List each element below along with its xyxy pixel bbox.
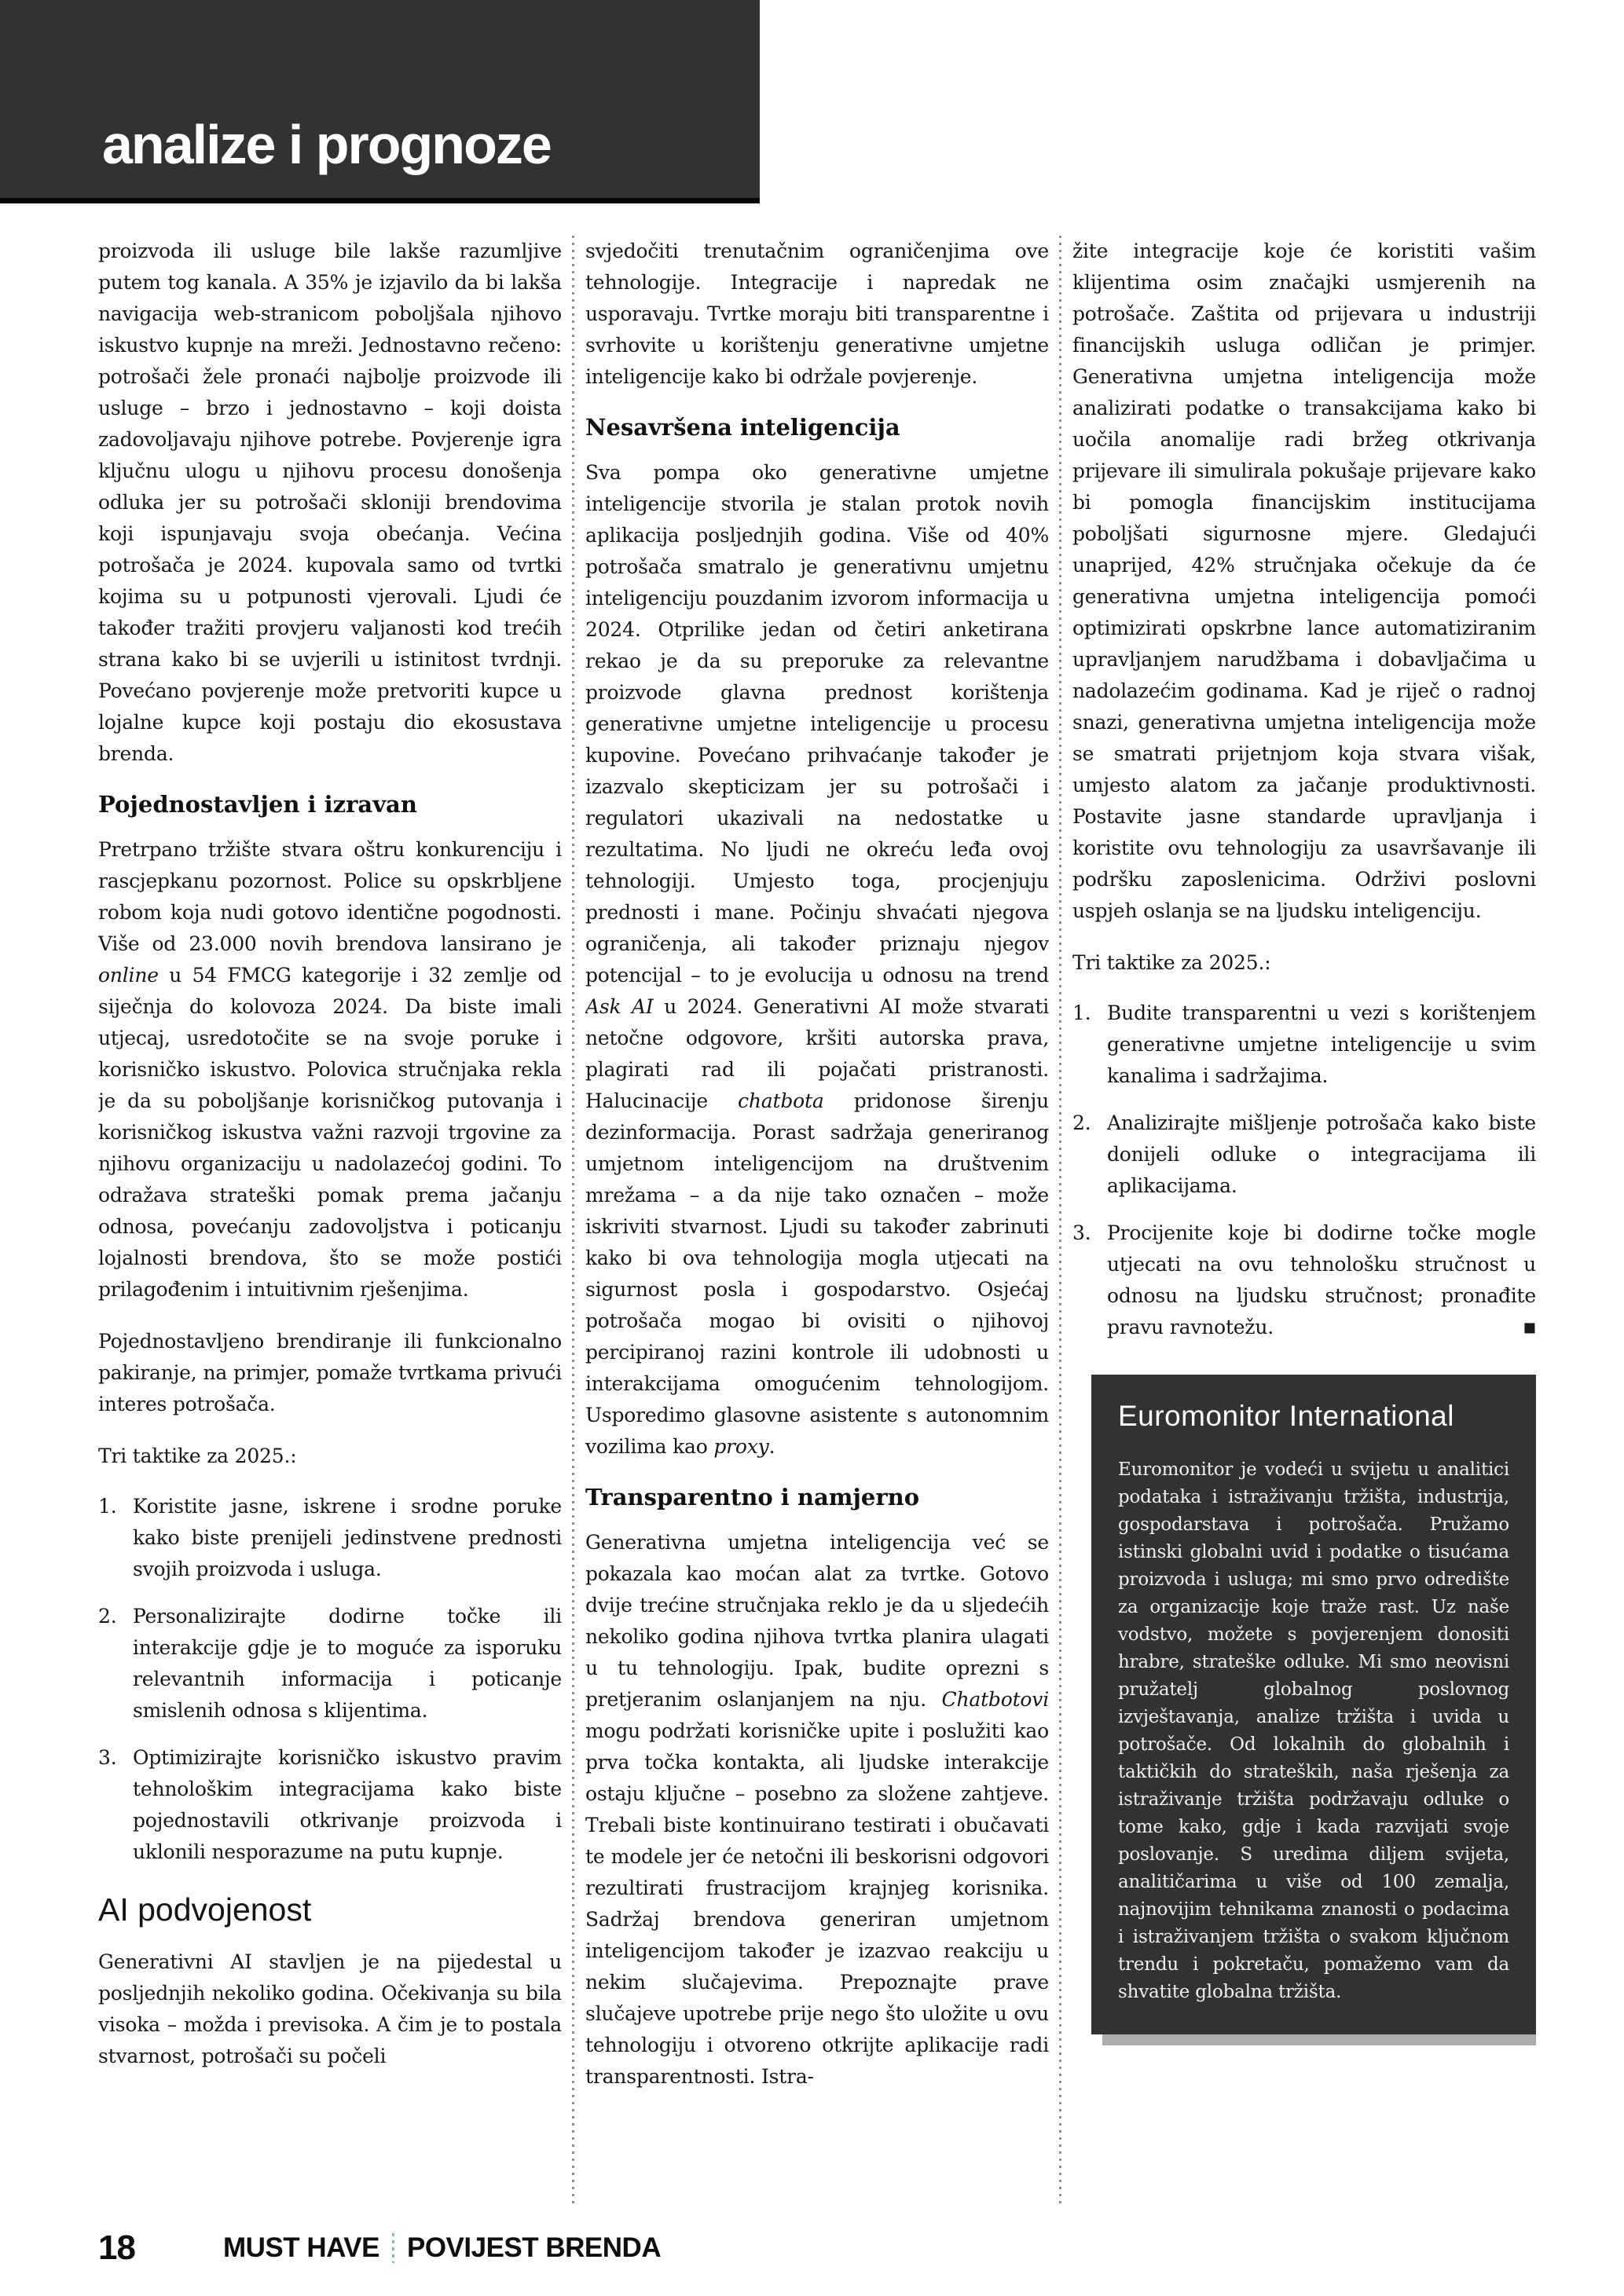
paragraph: svjedočiti trenutačnim ograničenjima ove tehnologije. Integracije i napredak ne usporavaju. Tvrtke moraju biti transparentne i svrhovite u korištenju generativne umjetne inteligencije kako bi održale povjerenje.	[585, 240, 1049, 388]
section-heading-ai-duality: AI podvojenost	[98, 1891, 312, 1928]
column-2	[585, 236, 1049, 2206]
column-3	[1072, 236, 1536, 2206]
article-columns	[98, 236, 1536, 2206]
tactics-list	[98, 1491, 562, 1868]
euromonitor-box	[1091, 1375, 1536, 2034]
paragraph: žite integracije koje će koristiti vašim klijentima osim značajki usmjerenih na potrošače. Zaštita od prijevara u industriji financijskih usluga odličan je primjer. Generativna umjetna inteligencija može analizirati podatke o transakcijama kako bi uočila anomalije radi bržeg otkrivanja prijevare ili simulirala pokušaje prijevare kako bi pomogla financijskim institucijama poboljšati sigurnosne mjere. Gledajući unaprijed, 42% stručnjaka očekuje da će generativna umjetna inteligencija pomoći optimizirati opskrbne lance automatiziranim upravljanjem narudžbama i dobavljačima u nadolazećim godinama. Kad je riječ o radnoj snazi, generativna umjetna inteligencija može se smatrati prijetnjom koja stvara višak, umjesto alatom za jačanje produktivnosti. Postavite jasne standarde upravljanja i koristite ovu tehnologiju za usavršavanje ili podršku zaposlenicima. Održivi poslovni uspjeh oslanja se na ljudsku inteligenciju.	[1072, 240, 1536, 922]
column-divider	[1059, 236, 1061, 2206]
text-segment: Pretrpano tržište stvara oštru konkurenciju i rascjepkanu pozornost. Police su opskrbljene robom koja nudi gotovo identične pogodnosti. Više od 23.000 novih brendova lansirano je	[98, 838, 562, 955]
list-item	[1072, 1218, 1536, 1343]
list-number: 2.	[98, 1605, 117, 1628]
paragraph	[98, 834, 562, 1305]
subheading-imperfect-intelligence: Nesavršena inteligencija	[585, 414, 900, 441]
list-item	[1072, 1108, 1536, 1202]
italic-term: chatbota	[738, 1089, 824, 1112]
subheading-simplified-direct: Pojednostavljen i izravan	[98, 791, 417, 818]
list-text: Budite transparentni u vezi s korištenjem generativne umjetne inteligencije u svim kanalima i sadržajima.	[1107, 1002, 1536, 1087]
list-number: 1.	[1072, 1002, 1091, 1024]
column-divider	[572, 236, 574, 2206]
list-item	[98, 1491, 562, 1585]
paragraph	[585, 457, 1049, 1463]
tactics-list	[1072, 998, 1536, 1343]
footer-divider	[392, 2233, 394, 2263]
paragraph: proizvoda ili usluge bile lakše razumljive putem tog kanala. A 35% je izjavilo da bi lakša navigacija web-stranicom poboljšala njihovo iskustvo kupnje na mreži. Jednostavno rečeno: potrošači žele pronaći najbolje proizvode ili usluge – brzo i jednostavno – koji doista zadovoljavaju njihove potrebe. Povjerenje igra ključnu ulogu u njihovu procesu donošenja odluka jer su potrošači skloniji brendovima koji ispunjavaju svoja obećanja. Većina potrošača je 2024. kupovala samo od tvrtki kojima su u potpunosti vjerovali. Ljudi će također tražiti provjeru valjanosti kod trećih strana kako bi se uvjerili u istinitost tvrdnji. Povećano povjerenje može pretvoriti kupce u lojalne kupce koji postaju dio ekosustava brenda.	[98, 240, 562, 765]
italic-term: online	[98, 964, 159, 987]
section-banner	[0, 0, 760, 203]
paragraph: Pojednostavljeno brendiranje ili funkcionalno pakiranje, na primjer, pomaže tvrtkama privući interes potrošača.	[98, 1330, 562, 1415]
magazine-name: MUST HAVE	[222, 2232, 379, 2263]
list-text: Optimizirajte korisničko iskustvo pravim tehnološkim integracijama kako biste pojednostavili otkrivanje proizvoda i uklonili nesporazume na putu kupnje.	[133, 1746, 562, 1863]
page-title: analize i prognoze	[102, 114, 551, 175]
text-segment: .	[768, 1435, 775, 1458]
paragraph: Generativni AI stavljen je na pijedestal u posljednjih nekoliko godina. Očekivanja su bila visoka – možda i previsoka. A čim je to postala stvarnost, potrošači su počeli	[98, 1950, 562, 2067]
text-segment: Procijenite koje bi dodirne točke mogle utjecati na ovu tehnološku stručnost u odnosu na ljudsku stručnost; pronađite pravu ravnotežu.	[1107, 1221, 1536, 1338]
list-lead: Tri taktike za 2025.:	[98, 1445, 297, 1467]
text-segment: u 54 FMCG kategorije i 32 zemlje od siječnja do kolovoza 2024. Da biste imali utjecaj, usredotočite se na svoje poruke i korisničko iskustvo. Polovica stručnjaka rekla je da su poboljšanje korisničkog putovanja i korisničkog iskustva važni razvoji trgovine za njihovu organizaciju u nadolazećoj godini. To odražava strateški pomak prema jačanju odnosa, povećanju zadovoljstva i poticanju lojalnosti brendova, što se može postići prilagođenim i intuitivnim rješenjima.	[98, 964, 562, 1301]
list-text: Analizirajte mišljenje potrošača kako biste donijeli odluke o integracijama ili aplikacijama.	[1107, 1111, 1536, 1197]
text-segment: u 2024. Generativni AI može stvarati netočne odgovore, kršiti autorska prava, plagirati rad ili pojačati pristranosti. Halucinacije	[585, 995, 1049, 1112]
page-footer	[98, 2228, 661, 2269]
list-lead: Tri taktike za 2025.:	[1072, 951, 1271, 974]
paragraph	[585, 1527, 1049, 2093]
list-number: 2.	[1072, 1111, 1091, 1134]
italic-term: Ask AI	[585, 995, 654, 1018]
text-segment: Sva pompa oko generativne umjetne inteligencije stvorila je stalan protok novih aplikacija posljednjih godina. Više od 40% potrošača smatralo je generativnu umjetnu inteligenciju pouzdanim izvorom informacija u 2024. Otprilike jedan od četiri anketirana rekao je da su preporuke za relevantne proizvode glavna prednost korištenja generativne umjetne inteligencije u procesu kupovine. Povećano prihvaćanje također je izazvalo skepticizam jer su potrošači i regulatori ukazivali na nedostatke u rezultatima. No ljudi ne okreću leđa ovoj tehnologiji. Umjesto toga, procjenjuju prednosti i mane. Počinju shvaćati njegova ograničenja, ali također priznaju njegov potencijal – to je evolucija u odnosu na trend	[585, 461, 1049, 987]
text-segment: pridonose širenju dezinformacija. Porast sadržaja generiranog umjetnom inteligencijom na društvenim mrežama – a da nije tako označen – može iskriviti stvarnost. Ljudi su također zabrinuti kako bi ova tehnologija mogla utjecati na sigurnost posla i gospodarstvo. Osjećaj potrošača mogao bi ovisiti o njihovoj percipiranoj razini kontrole ili udobnosti u interakcijama omogućenim tehnologijom. Usporedimo glasovne asistente s autonomnim vozilima kao	[585, 1089, 1049, 1458]
list-text: Personalizirajte dodirne točke ili interakcije gdje je to moguće za isporuku relevantnih informacija i poticanje smislenih odnosa s klijentima.	[133, 1605, 562, 1722]
subheading-transparent-intentional: Transparentno i namjerno	[585, 1484, 920, 1511]
list-number: 3.	[98, 1746, 117, 1769]
list-text: Koristite jasne, iskrene i srodne poruke kako biste prenijeli jedinstvene prednosti svojih proizvoda i usluga.	[133, 1495, 562, 1580]
box-body: Euromonitor je vodeći u svijetu u analitici podataka i istraživanju tržišta, industrija, gospodarstava i potrošača. Pružamo istinski globalni uvid i podatke o tisućama proizvoda i usluga; mi smo prvo odredište za organizacije koje traže rast. Uz naše vodstvo, možete s povjerenjem donositi hrabre, strateške odluke. Mi smo neovisni pružatelj globalnog poslovnog izvještavanja, analize tržišta i uvida u potrošače. Od lokalnih do globalnih i taktičkih do strateških, naša rješenja za istraživanje tržišta podržavaju odluke o tome kako, gdje i kada razvijati svoje poslovanje. S uredima diljem svijeta, analitičarima u više od 100 zemalja, najnovijim tehnikama znanosti o podacima i istraživanjem tržišta o svakom ključnom trendu i pokretaču, pomažemo vam da shvatite globalna tržišta.	[1118, 1459, 1509, 2002]
box-title: Euromonitor International	[1118, 1400, 1454, 1432]
list-number: 3.	[1072, 1221, 1091, 1244]
column-1	[98, 236, 562, 2206]
text-segment: Generativna umjetna inteligencija već se pokazala kao moćan alat za tvrtke. Gotovo dvije trećine stručnjaka reklo je da u sljedećih nekoliko godina njihova tvrtka planira ulagati u tu tehnologiju. Ipak, budite oprezni s pretjeranim oslanjanjem na nju.	[585, 1531, 1049, 1711]
page-number: 18	[98, 2228, 135, 2267]
end-of-article-marker: ■	[1523, 1316, 1536, 1339]
section-name: POVIJEST BRENDA	[406, 2232, 662, 2263]
list-item	[1072, 998, 1536, 1092]
italic-term: proxy	[713, 1435, 769, 1458]
text-segment: mogu podržati korisničke upite i poslužiti kao prva točka kontakta, ali ljudske interakcije ostaju ključne – posebno za složene zahtjeve. Trebali biste kontinuirano testirati i obučavati te modele jer će netočni ili beskorisni odgovori rezultirati frustracijom krajnjeg korisnika. Sadržaj brendova generiran umjetnom inteligencijom također je izazvao reakciju u nekim slučajevima. Prepoznajte prave slučajeve upotrebe prije nego što uložite u ovu tehnologiju i otvoreno otkrijte aplikacije radi transparentnosti. Istra-	[585, 1719, 1049, 2088]
list-number: 1.	[98, 1495, 117, 1518]
list-item	[98, 1742, 562, 1868]
italic-term: Chatbotovi	[941, 1688, 1049, 1711]
list-item	[98, 1601, 562, 1727]
list-text	[1107, 1218, 1536, 1343]
